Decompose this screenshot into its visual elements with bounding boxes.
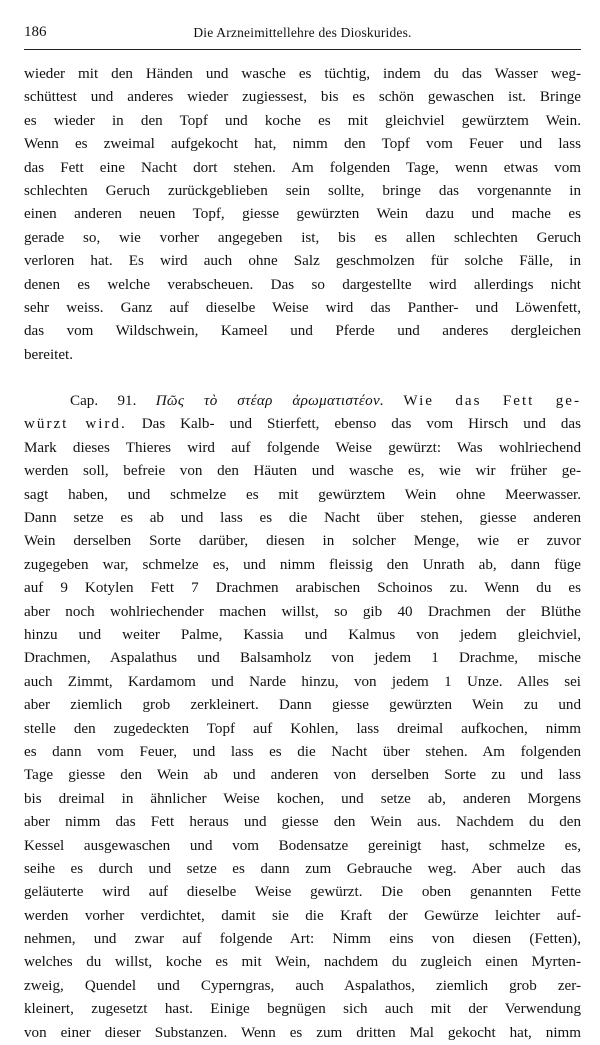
text-line: nehmen, und zwar auf folgende Art: Nimm eins von diesen (Fetten),	[24, 931, 581, 948]
text-line: sehr weiss. Ganz auf dieselbe Weise wird das Panther- und Löwenfett,	[24, 299, 581, 316]
paragraph-2-chapter-91	[24, 390, 581, 1045]
body-text	[24, 63, 581, 1045]
text-line: geläuterte wird auf dieselbe Weise gewürzt. Die oben genannten Fette	[24, 884, 581, 901]
text-line: werden soll, befreie von den Häuten und wasche es, wie wir früher ge-	[24, 463, 581, 480]
text-line: Wenn es zweimal aufgekocht hat, nimm den Topf vom Feuer und lass	[24, 136, 581, 153]
text-line: schüttest und anderes wieder zugiessest, bis es schön gewaschen ist. Bringe	[24, 89, 581, 106]
text-line: Drachmen, Aspalathus und Balsamholz von jedem 1 Drachme, mische	[24, 650, 581, 667]
text-line: Dann setze es ab und lass es die Nacht über stehen, giesse anderen	[24, 510, 581, 527]
german-title-part-2: würzt wird.	[24, 416, 127, 433]
chapter-number: Cap. 91.	[70, 393, 137, 410]
text-line: welches du willst, koche es mit Wein, nachdem du zugleich einen Myrten-	[24, 954, 581, 971]
paragraph-gap	[24, 367, 581, 390]
text-line: auch Zimmt, Kardamom und Narde hinzu, von jedem 1 Unze. Alles sei	[24, 673, 581, 690]
line-text: Das Kalb- und Stierfett, ebenso das vom Hirsch und das	[141, 416, 581, 433]
book-page	[24, 0, 581, 1041]
text-line: sagt haben, und schmelze es mit gewürztem Wein ohne Meerwasser.	[24, 486, 581, 503]
paragraph-2-lines	[24, 437, 581, 1045]
paragraph-1	[24, 63, 581, 367]
text-line: das vom Wildschwein, Kameel und Pferde und anderes dergleichen	[24, 323, 581, 340]
text-line: zweig, Quendel und Cyperngras, auch Aspalathos, ziemlich grob zer-	[24, 977, 581, 994]
page-number: 186	[24, 24, 47, 40]
text-line: wieder mit den Händen und wasche es tüchtig, indem du das Wasser weg-	[24, 66, 581, 82]
running-title: Die Arzneimittellehre des Dioskurides.	[193, 25, 412, 40]
text-line: einen anderen neuen Topf, giesse gewürzten Wein dazu und mache es	[24, 206, 581, 223]
text-line: zugegeben war, schmelze es, und nimm fleissig den Unrath ab, dann füge	[24, 556, 581, 573]
text-line: es dann vom Feuer, und lass es die Nacht über stehen. Am folgenden	[24, 743, 581, 760]
text-line: Tage giesse den Wein ab und anderen von derselben Sorte zu und lass	[24, 767, 581, 784]
text-line: aber noch wohlriechender machen willst, so gib 40 Drachmen der Blüthe	[24, 603, 581, 620]
text-line: es wieder in den Topf und koche es mit gleichviel gewürztem Wein.	[24, 112, 581, 129]
text-line: hinzu und weiter Palme, Kassia und Kalmus von jedem gleichviel,	[24, 626, 581, 643]
text-line: bis dreimal in ähnlicher Weise kochen, und setze ab, anderen Morgens	[24, 790, 581, 807]
text-line: gerade so, wie vorher angegeben ist, bis es allen schlechten Geruch	[24, 229, 581, 246]
text-line: verloren hat. Es wird auch ohne Salz geschmolzen für solche Fälle, in	[24, 253, 581, 270]
text-line: seihe es durch und setze es dann zum Gebrauche weg. Aber auch das	[24, 860, 581, 877]
text-line: stelle den zugedeckten Topf auf Kohlen, lass dreimal aufkochen, nimm	[24, 720, 581, 737]
text-line: das Fett eine Nacht dort stehen. Am folgenden Tage, wenn etwas vom	[24, 159, 581, 176]
text-line: aber ziemlich grob zerkleinert. Dann giesse gewürzten Wein zu und	[24, 697, 581, 714]
text-line: schlechten Geruch zurückgeblieben sein sollte, bringe das vorgenannte in	[24, 182, 581, 199]
german-title-part-1: Wie das Fett ge-	[403, 393, 581, 410]
text-line: Mark dieses Thieres wird auf folgende Weise gewürzt: Was wohlriechend	[24, 439, 581, 456]
text-line: auf 9 Kotylen Fett 7 Drachmen arabischen Schoinos zu. Wenn du es	[24, 580, 581, 597]
text-line: bereitet.	[24, 346, 74, 363]
header-rule	[24, 49, 581, 50]
text-line: von einer dieser Substanzen. Wenn es zum dritten Mal gekocht hat, nimm	[24, 1024, 581, 1041]
text-line: denen es welche verabscheuen. Das so dargestellte wird allerdings nicht	[24, 276, 581, 293]
chapter-heading-line	[24, 390, 581, 413]
text-line: Wein derselben Sorte darüber, diesen in solcher Menge, wie er zuvor	[24, 533, 581, 550]
text-line: kleinert, zugesetzt hast. Einige begnügen sich auch mit der Verwendung	[24, 1001, 581, 1018]
text-line: werden vorher verdichtet, damit sie die Kraft der Gewürze leichter auf-	[24, 907, 581, 924]
text-line	[24, 413, 581, 436]
text-line: Kessel ausgewaschen und vom Bodensatze gereinigt hast, schmelze es,	[24, 837, 581, 854]
page-header	[24, 24, 581, 44]
greek-title: Πῶς τὸ στέαρ ἀρωματιστέον.	[155, 393, 385, 410]
text-line: aber nimm das Fett heraus und giesse den Wein aus. Nachdem du den	[24, 814, 581, 831]
